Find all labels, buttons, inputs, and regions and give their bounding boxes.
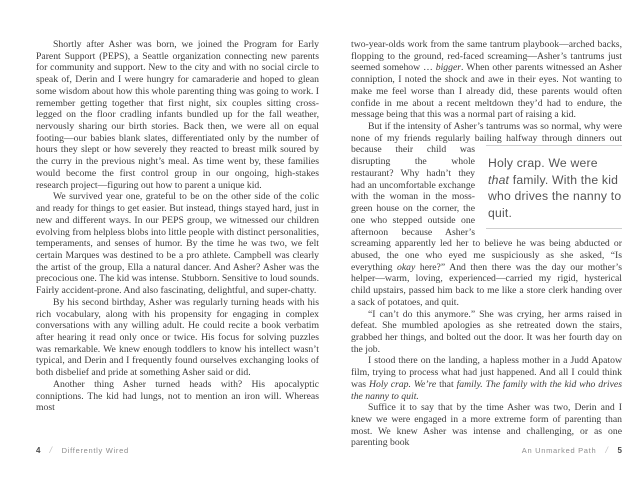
page-number-left: 4 (36, 446, 41, 455)
page-left (36, 39, 319, 414)
book-title: Differently Wired (61, 446, 129, 455)
paragraph: Another thing Asher turned heads with? His apocalyptic conniptions. The kid had lungs, not to mention an iron will. Whereas most (36, 378, 319, 414)
paragraph: Shortly after Asher was born, we joined the Program for Early Parent Support (PEPS), a Seattle organization connecting new parents for community and support. New to the city and with no social circle to speak of, Derin and I were hungry for camaraderie and hoped to glean some wisdom about how this whole parenting thing was going to work. I remember getting together that first night, six couples sitting cross-legged on the floor cradling infants bundled up for the fall weather, nervously sharing our birth stories. Back then, we were all on equal footing—our babies blank slates, differentiated only by the number of hours they slept or how severely they reacted to breast milk soured by the curry in the previous night’s meal. As time went by, these families would become the first control group in our ongoing, high-stakes research project—figuring out how to parent a unique kid. (36, 39, 319, 191)
paragraph: two-year-olds work from the same tantrum playbook—arched backs, flopping to the ground, red-faced screaming—Asher’s tantrums just seemed somehow … bigger. When other parents witnessed an Asher conniption, I noted the shock and awe in their eyes. Not wanting to make me feel worse than I already did, these parents would often confide in me about a recent meltdown they’d had to endure, the message being that this was a normal part of raising a kid. (351, 39, 622, 121)
paragraph: I stood there on the landing, a hapless mother in a Judd Apatow film, trying to process what had just happened. And all I could think was Holy crap. We’re that family. The family with the kid who drives the nanny to quit. (351, 355, 622, 402)
paragraph (351, 121, 622, 309)
page-right (351, 39, 622, 449)
pull-quote: Holy crap. We were that family. With the kid who drives the nanny to quit. (486, 145, 622, 229)
page-left-footer (36, 445, 129, 455)
chapter-title: An Unmarked Path (521, 446, 597, 455)
paragraph-text: because their child was disrupting the whole restaurant? Why hadn’t they had an uncomfortable exchange with the woman in the moss-green house on the corner, the one who stepped outside one afternoon because Asher’s screaming apparently led her to believe he was being abducted or abused, the one who eyed me suspiciously as she asked, “Is everything okay here?” And then there was the day our mother’s helper—warm, loving, experienced—carried my rigid, hysterical child upstairs, passed him back to me like a store clerk handing over a sack of potatoes, and quit. (351, 144, 622, 308)
page-number-right: 5 (617, 446, 622, 455)
paragraph: “I can’t do this anymore.” She was crying, her arms raised in defeat. She mumbled apologies as she retreated down the stairs, grabbed her things, and bolted out the door. It was her fourth day on the job. (351, 308, 622, 355)
separator-slash: / (605, 445, 609, 455)
paragraph: We survived year one, grateful to be on the other side of the colic and ready for things to get easier. But instead, things stayed hard, just in new and different ways. In our PEPS group, we witnessed our children evolving from helpless blobs into little people with distinct personalities, temperaments, and senses of humor. By the time he was two, we felt certain Marques was destined to be a pro athlete. Campbell was clearly the artist of the group, Ella a natural dancer. And Asher? Asher was the precocious one. The kid was intense. Stubborn. Sensitive to loud sounds. Fairly accident-prone. And also fascinating, delightful, and super-chatty. (36, 191, 319, 297)
separator-slash: / (49, 445, 53, 455)
paragraph-text: But if the intensity of Asher’s tantrums was so normal, why were none of my friends regularly bailing halfway through dinners out (351, 121, 622, 144)
paragraph: Suffice it to say that by the time Asher was two, Derin and I knew we were engaged in a more extreme form of parenting than most. We knew Asher was intense and challenging, or as one parenting book (351, 402, 622, 449)
page-right-footer (522, 445, 622, 455)
paragraph: By his second birthday, Asher was regularly turning heads with his rich vocabulary, along with his propensity for engaging in complex conversations with any willing adult. He could recite a book verbatim after hearing it read only once or twice. His focus for solving puzzles was remarkable. We knew enough toddlers to know his intellect wasn’t typical, and Derin and I frequently found ourselves exchanging looks of both disbelief and pride at something Asher said or did. (36, 296, 319, 379)
